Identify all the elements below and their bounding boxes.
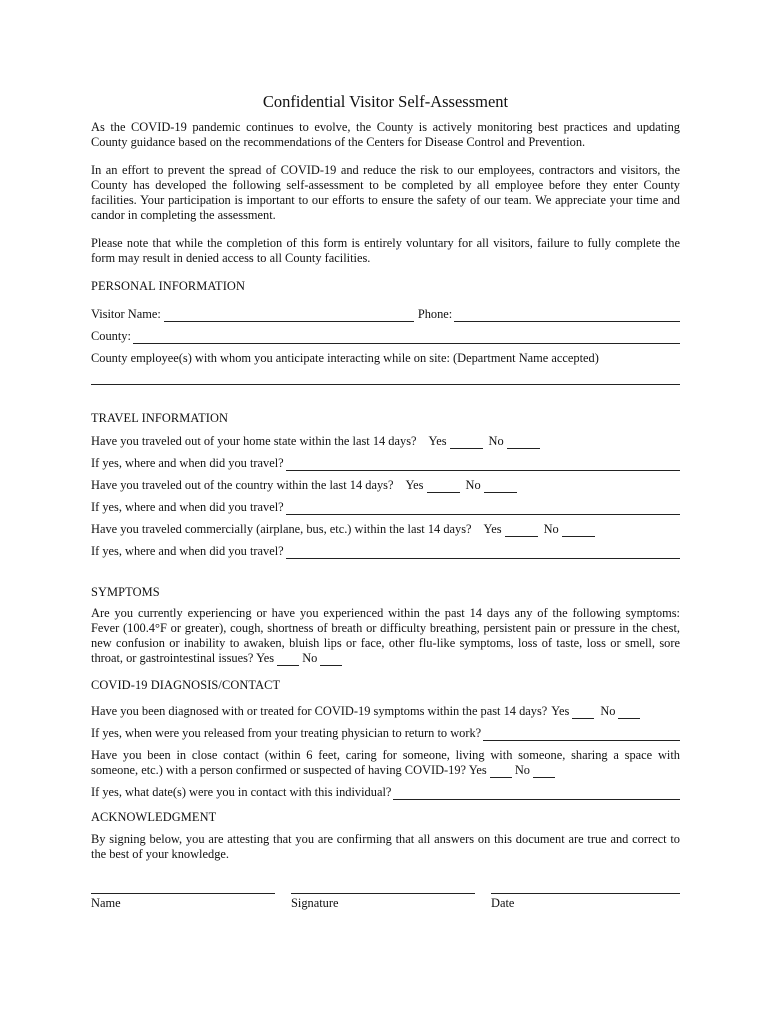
personal-info-heading: PERSONAL INFORMATION <box>91 279 246 293</box>
employees-row <box>91 351 680 366</box>
diagnosis-q1-no-label: No <box>600 704 616 718</box>
diagnosis-q1-row <box>91 704 680 719</box>
date-label: Date <box>491 896 515 910</box>
travel-q3-no-field[interactable] <box>562 524 595 537</box>
symptoms-question <box>91 606 680 666</box>
form-title: Confidential Visitor Self-Assessment <box>262 92 509 111</box>
diagnosis-q2-followup-field[interactable] <box>393 787 680 800</box>
diagnosis-q2-followup-row <box>91 785 680 800</box>
symptoms-no-field[interactable] <box>320 653 342 666</box>
visitor-name-field[interactable] <box>164 309 414 322</box>
ack-heading: ACKNOWLEDGMENT <box>91 810 217 824</box>
diagnosis-heading: COVID-19 DIAGNOSIS/CONTACT <box>91 678 281 692</box>
symptoms-yes-label: Yes <box>256 651 275 665</box>
travel-q1-no-field[interactable] <box>507 436 540 449</box>
travel-q1-yes-label: Yes <box>428 434 447 448</box>
travel-q2-row <box>91 478 680 493</box>
travel-q3-followup-label: If yes, where and when did you travel? <box>91 544 284 558</box>
travel-q3-yes-label: Yes <box>483 522 502 536</box>
travel-q1-followup-field[interactable] <box>286 458 680 471</box>
travel-q2-followup-label: If yes, where and when did you travel? <box>91 500 284 514</box>
intro-paragraph-1: As the COVID-19 pandemic continues to evolve, the County is actively monitoring best practices and updating County guidance based on the recommendations of the Centers for Disease Control and Prevention. <box>91 120 680 149</box>
symptoms-heading: SYMPTOMS <box>91 585 160 599</box>
diagnosis-q1-no-field[interactable] <box>618 706 640 719</box>
travel-q1-row <box>91 434 680 449</box>
travel-q2-followup-row <box>91 500 680 515</box>
travel-q1-followup-row <box>91 456 680 471</box>
county-row <box>91 329 680 344</box>
diagnosis-q1-yes-field[interactable] <box>572 706 594 719</box>
travel-q3-yes-field[interactable] <box>505 524 538 537</box>
symptoms-yes-field[interactable] <box>277 653 299 666</box>
travel-q2-yes-field[interactable] <box>427 480 460 493</box>
travel-q2-no-label: No <box>465 478 481 492</box>
diagnosis-q1-followup-label: If yes, when were you released from your treating physician to return to work? <box>91 726 482 740</box>
phone-field[interactable] <box>454 309 680 322</box>
travel-info-heading: TRAVEL INFORMATION <box>91 411 229 425</box>
travel-q3-followup-field[interactable] <box>286 546 680 559</box>
diagnosis-q1-followup-field[interactable] <box>483 728 680 741</box>
travel-q1-no-label: No <box>488 434 504 448</box>
intro-paragraph-3: Please note that while the completion of this form is entirely voluntary for all visitors, failure to fully complete the form may result in denied access to all County facilities. <box>91 236 680 265</box>
diagnosis-q2-followup-label: If yes, what date(s) were you in contact with this individual? <box>91 785 392 799</box>
diagnosis-q2 <box>91 748 680 778</box>
travel-q2-text: Have you traveled out of the country within the last 14 days? <box>91 478 394 492</box>
county-label: County: <box>91 329 131 343</box>
signature-row <box>91 893 680 911</box>
diagnosis-q2-yes-field[interactable] <box>490 765 512 778</box>
diagnosis-q1-text: Have you been diagnosed with or treated for COVID-19 symptoms within the past 14 days? <box>91 704 548 718</box>
symptoms-no-label: No <box>302 651 318 665</box>
travel-q3-no-label: No <box>543 522 559 536</box>
employees-field[interactable] <box>91 383 680 385</box>
travel-q1-yes-field[interactable] <box>450 436 483 449</box>
diagnosis-q2-text: Have you been in close contact (within 6 feet, caring for someone, living with someone, sharing a space with someone, etc.) with a person confirmed or suspected of having COVID-19? <box>91 748 680 777</box>
travel-q1-followup-label: If yes, where and when did you travel? <box>91 456 284 470</box>
visitor-name-row <box>91 307 680 322</box>
name-signature-field[interactable] <box>91 893 275 911</box>
travel-q3-followup-row <box>91 544 680 559</box>
signature-label: Signature <box>291 896 339 910</box>
name-label: Name <box>91 896 121 910</box>
diagnosis-q1-followup-row <box>91 726 680 741</box>
symptoms-text: Are you currently experiencing or have you experienced within the past 14 days any of the following symptoms: Fever (100.4°F or greater), cough, shortness of breath or difficulty breathing, persistent pain or pressure in the chest, new confusion or inability to awaken, bluish lips or face, other flu-like symptoms, loss of taste, loss or smell, sore throat, or gastrointestinal issues? <box>91 606 680 665</box>
signature-field[interactable] <box>291 893 475 911</box>
diagnosis-q2-no-field[interactable] <box>533 765 555 778</box>
travel-q2-no-field[interactable] <box>484 480 517 493</box>
travel-q3-row <box>91 522 680 537</box>
phone-label: Phone: <box>417 307 453 321</box>
county-field[interactable] <box>133 331 680 344</box>
travel-q2-yes-label: Yes <box>405 478 424 492</box>
visitor-name-label: Visitor Name: <box>91 307 161 321</box>
diagnosis-q2-no-label: No <box>514 763 530 777</box>
date-field[interactable] <box>491 893 680 911</box>
travel-q2-followup-field[interactable] <box>286 502 680 515</box>
ack-text: By signing below, you are attesting that you are confirming that all answers on this document are true and correct to the best of your knowledge. <box>91 832 680 861</box>
diagnosis-q1-yes-label: Yes <box>551 704 570 718</box>
travel-q3-text: Have you traveled commercially (airplane, bus, etc.) within the last 14 days? <box>91 522 472 536</box>
diagnosis-q2-yes-label: Yes <box>468 763 487 777</box>
employees-label: County employee(s) with whom you anticipate interacting while on site: (Department Name accepted) <box>91 351 599 365</box>
intro-paragraph-2: In an effort to prevent the spread of COVID-19 and reduce the risk to our employees, contractors and visitors, the County has developed the following self-assessment to be completed by all employee before they enter County facilities. Your participation is important to our efforts to ensure the safety of our team. We appreciate your time and candor in completing the assessment. <box>91 163 680 222</box>
form-page <box>91 92 680 911</box>
travel-q1-text: Have you traveled out of your home state within the last 14 days? <box>91 434 417 448</box>
